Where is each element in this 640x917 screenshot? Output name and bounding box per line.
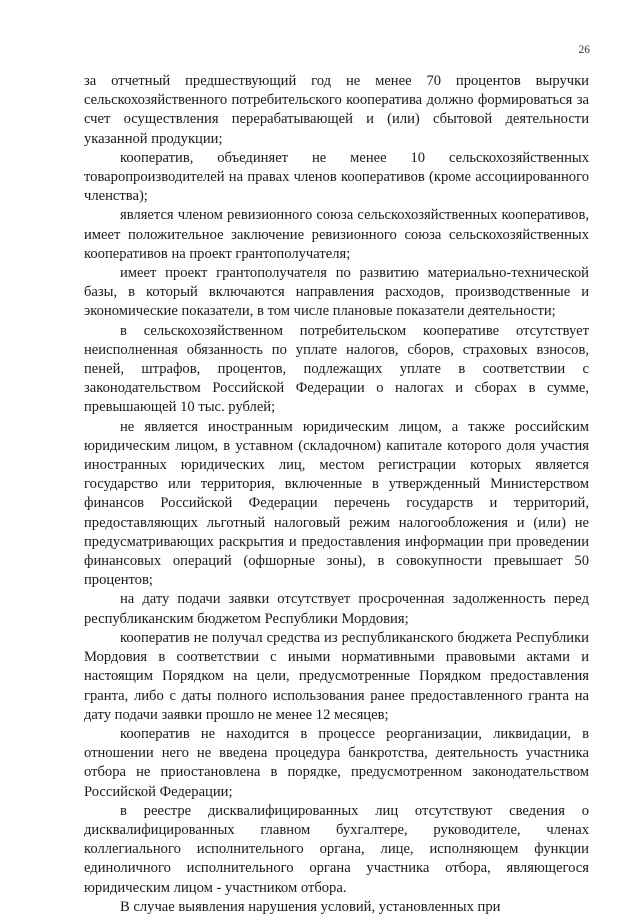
- paragraph: имеет проект грантополучателя по развитию материально-технической базы, в который включаются направления расходов, производственные и экономические показатели, в том числе плановые показатели деятельности;: [84, 265, 589, 320]
- paragraph: кооператив не получал средства из республиканского бюджета Республики Мордовия в соответствии с иными нормативными правовыми актами и настоящим Порядком на цели, предусмотренные Порядком предоставления гранта, либо с даты полного использования ранее предоставленного гранта на дату подачи заявки прошло не менее 12 месяцев;: [84, 629, 589, 723]
- document-body: [84, 72, 589, 917]
- paragraph: в реестре дисквалифицированных лиц отсутствуют сведения о дисквалифицированных главном бухгалтере, руководителе, членах коллегиального исполнительного органа, лице, исполняющем функции единоличного исполнительного органа участника отбора, являющегося юридическим лицом - участником отбора.: [84, 802, 589, 896]
- page-number: 26: [578, 44, 590, 56]
- paragraph: не является иностранным юридическим лицом, а также российским юридическим лицом, в уставном (складочном) капитале которого доля участия иностранных юридических лиц, местом регистрации которых является государство или территория, включенные в утвержденный Министерством финансов Российской Федерации перечень государств и территорий, предоставляющих льготный налоговый режим налогообложения и (или) не предусматривающих раскрытия и предоставления информации при проведении финансовых операций (офшорные зоны), в совокупности превышает 50 процентов;: [84, 418, 589, 589]
- paragraph: за отчетный предшествующий год не менее 70 процентов выручки сельскохозяйственного потребительского кооператива должно формироваться за счет осуществления перерабатывающей и (или) сбытовой деятельности указанной продукции;: [84, 73, 589, 147]
- paragraph: является членом ревизионного союза сельскохозяйственных кооперативов, имеет положительное заключение ревизионного союза сельскохозяйственных кооперативов на проект грантополучателя;: [84, 207, 589, 262]
- paragraph: кооператив не находится в процессе реорганизации, ликвидации, в отношении него не введена процедура банкротства, деятельность участника отбора не приостановлена в порядке, предусмотренном законодательством Российской Федерации;: [84, 725, 589, 800]
- paragraph: на дату подачи заявки отсутствует просроченная задолженность перед республиканским бюджетом Республики Мордовия;: [84, 591, 589, 627]
- paragraph: кооператив, объединяет не менее 10 сельскохозяйственных товаропроизводителей на правах членов кооперативов (кроме ассоциированного членства);: [84, 149, 589, 205]
- paragraph: в сельскохозяйственном потребительском кооперативе отсутствует неисполненная обязанность по уплате налогов, сборов, страховых взносов, пеней, штрафов, процентов, подлежащих уплате в соответствии с законодательством Российской Федерации о налогах и сборах в сумме, превышающей 10 тыс. рублей;: [84, 322, 589, 416]
- paragraph: В случае выявления нарушения условий, установленных при: [120, 898, 501, 915]
